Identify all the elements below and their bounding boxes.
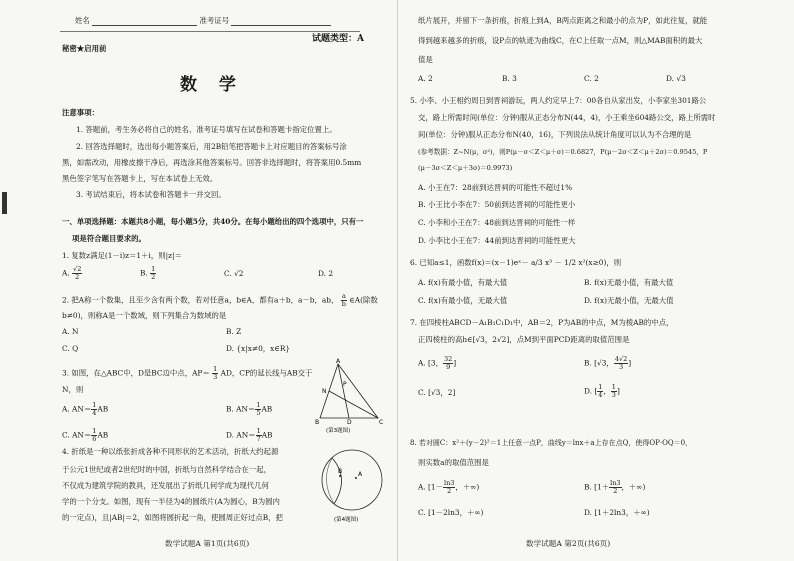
label-p: P — [343, 381, 347, 388]
question-4-stem: 学的一个分支。如图，现有一半径为4的圆纸片(A为圆心，B为圆内 — [62, 497, 280, 506]
q1-option-c: C. √2 — [224, 269, 244, 278]
question-1-stem: 1. 复数z满足(1－i)z＝1＋i，则|z|＝ — [62, 251, 182, 260]
figure-caption: (第3题图) — [326, 428, 351, 434]
q7-option-d: D. [ $\frac{1}{4}$ ， $\frac{1}{3}$ ] — [584, 383, 620, 399]
question-4-stem: 不仅成为建筑学院的教具，还发展出了折纸几何学成为现代几何 — [62, 481, 269, 490]
exam-id-blank — [231, 16, 331, 26]
q5-option-b: B. 小王比小李在7：50前到达晋祠的可能性更小 — [418, 200, 576, 209]
q8-option-a — [418, 480, 479, 495]
fraction — [150, 266, 156, 281]
stem-text: 2. 把A称一个数集，且至少含有两个数，若对任意a，b∈A，都有a＋b，a－b，ab， — [62, 295, 339, 305]
question-7-stem: 正四棱柱的高h∈[√3，2√2]，点M到平面PCD距离的取值范围是 — [418, 335, 630, 344]
q6-option-b: B. f(x)无最小值，有最大值 — [584, 278, 674, 287]
numerator: 1 — [92, 427, 97, 435]
q6-option-c: C. f(x)有最小值，无最大值 — [418, 296, 508, 305]
q7-option-c: C. [√3，2] — [418, 388, 456, 397]
option-letter: A. — [62, 268, 70, 278]
q4-option-c: C. 2 — [584, 74, 599, 83]
fraction — [443, 480, 455, 495]
vector-text: AB — [97, 430, 109, 440]
section-heading: 项是符合题目要求的。 — [72, 234, 146, 243]
q7-option-a — [418, 356, 456, 371]
question-4-continued: 纸片展开，并留下一条折痕，折痕上到A，B两点距离之和最小的点为P，如此往复，就能 — [418, 16, 708, 25]
q1-option-a — [62, 266, 82, 281]
denominator: 2 — [75, 273, 80, 281]
question-7-stem: 7. 在四棱柱ABCD－A₁B₁C₁D₁中，AB＝2，P为AB的中点，M为棱AB的中点， — [410, 318, 674, 327]
note-line: 1. 答题前，考生务必将自己的姓名、准考证号填写在试卷和答题卡指定位置上。 — [76, 125, 337, 134]
question-2-stem — [62, 293, 378, 308]
label-n: N — [322, 388, 327, 395]
option-text: ] — [628, 358, 632, 368]
option-text: A. [1－ — [418, 482, 444, 492]
numerator: 1 — [92, 401, 97, 409]
option-text: B. [1＋ — [584, 482, 610, 492]
question-4-stem: 的一定点)，且|AB|＝2，如图将圆折起一角，使圆周正好过点B，把 — [62, 513, 283, 522]
question-3-stem: N，则 — [62, 385, 84, 394]
section-heading: 一、单项选择题：本题共8小题，每小题5分，共40分。在每小题给出的四个选项中，只有一 — [62, 217, 364, 226]
notes-title: 注意事项： — [62, 108, 99, 117]
numerator: 4√2 — [614, 355, 628, 363]
option-text: ] — [616, 386, 620, 396]
numerator: √2 — [73, 265, 82, 273]
option-letter: B. AN＝ — [226, 404, 256, 414]
option-text: D. [ — [584, 386, 598, 396]
question-4-stem: 4. 折纸是一种以纸张折成各种不同形状的艺术活动，折纸大约起源 — [62, 447, 279, 456]
option-text: ，＋∞) — [455, 482, 480, 492]
label-a: A — [336, 358, 341, 365]
numerator: 1 — [598, 383, 603, 391]
q4-option-d: D. √3 — [666, 74, 686, 83]
name-label: 姓名 — [75, 16, 90, 25]
option-text: ] — [453, 358, 457, 368]
q4-option-a: A. 2 — [418, 74, 433, 83]
numerator: 32 — [444, 355, 453, 363]
q1-option-d: D. 2 — [318, 269, 334, 278]
numerator: ln3 — [444, 479, 455, 487]
name-blank — [92, 16, 197, 26]
page-title: 数 学 — [180, 75, 244, 95]
option-letter: D. AN＝ — [226, 430, 256, 440]
option-letter: A. AN＝ — [62, 404, 92, 414]
denominator: 2 — [613, 487, 618, 495]
question-5-stem: (μ－3σ＜Z＜μ＋3σ)＝0.9973) — [418, 164, 513, 172]
page-footer: 数学试题A 第1页(共6页) — [165, 539, 250, 548]
numerator: a — [341, 292, 346, 300]
note-line: 黑，如需改动，用橡皮擦干净后，再选涂其他答案标号。回答非选择题时，将答案用0.5mm — [62, 158, 362, 167]
q8-option-b — [584, 480, 645, 495]
q8-option-c: C. [1－2ln3，＋∞) — [418, 508, 484, 517]
q3-option-c — [62, 428, 108, 443]
numerator: ln3 — [610, 479, 621, 487]
denominator: 4 — [598, 391, 603, 399]
label-a: A — [358, 471, 363, 478]
question-8-stem: 则实数a的取值范围是 — [418, 458, 489, 467]
denominator: 2 — [447, 487, 452, 495]
label-b: B — [338, 468, 343, 475]
question-3-stem — [62, 366, 312, 381]
q2-option-d: D. {x|x≠0，x∈R} — [226, 344, 291, 353]
q3-option-b — [226, 402, 272, 417]
numerator: 1 — [611, 383, 616, 391]
numerator: 1 — [213, 365, 218, 373]
question-5-stem: 交，路上所需时间(单位：分钟)服从正态分布N(44，4)，小王乘坐604路公交，路上所需时 — [418, 113, 716, 122]
option-letter: C. AN＝ — [62, 430, 92, 440]
figure-caption: (第4题图) — [334, 517, 359, 523]
note-line: 黑色签字笔写在答题卡上，写在本试卷上无效。 — [62, 174, 218, 183]
option-letter: B. — [140, 268, 148, 278]
stem-text: 3. 如图，在△ABC中，D是BC边中点，AP＝ — [62, 368, 210, 378]
label-b: B — [315, 419, 320, 426]
q6-option-d: D. f(x)无最小值，无最大值 — [584, 296, 674, 305]
q5-option-d: D. 小李比小王在7：44前到达晋祠的可能性更大 — [418, 236, 576, 245]
vector-text: AB — [261, 430, 273, 440]
denominator: 3 — [618, 363, 624, 371]
question-8-stem: 8. 若对圆C：x²＋(y－2)²＝1上任意一点P，曲线y＝lnx＋a上存在点Q，使得OP·OQ＝0， — [410, 439, 693, 447]
q4-option-b: B. 3 — [502, 74, 517, 83]
q8-option-d: D. [1＋2ln3，＋∞) — [584, 508, 650, 517]
q5-option-a: A. 小王在7：28前到达晋祠的可能性不超过1% — [418, 183, 573, 192]
question-4-continued: 值是 — [418, 55, 433, 64]
q7-option-b — [584, 356, 631, 371]
q3-option-a — [62, 402, 108, 417]
denominator: 9 — [446, 363, 451, 371]
label-c: C — [379, 419, 384, 426]
exam-page-2 — [397, 0, 794, 561]
denominator: b — [341, 300, 346, 308]
option-text: ，＋∞) — [621, 482, 646, 492]
vector-text: AB — [261, 404, 273, 414]
numerator: 1 — [151, 265, 156, 273]
fraction — [609, 480, 621, 495]
q3-option-d — [226, 428, 272, 443]
fraction — [443, 356, 453, 371]
q2-option-a: A. N — [62, 327, 79, 336]
denominator: 6 — [92, 435, 97, 443]
note-line: 2. 回答选择题时，选出每小题答案后，用2B铅笔把答题卡上对应题目的答案标号涂 — [76, 142, 347, 151]
option-text: A. [3， — [418, 358, 444, 368]
question-5-stem: (参考数据：Z~N(μ，σ²)，则P(μ－σ＜Z＜μ＋σ)＝0.6827，P(μ－2σ＜Z＜μ＋2σ)＝0.9545，P — [418, 148, 708, 156]
fraction — [72, 266, 82, 281]
stem-text: AD，CP的延长线与AB交于 — [220, 368, 313, 378]
fraction — [597, 384, 603, 399]
binding-mark — [2, 192, 7, 214]
denominator: 7 — [256, 435, 261, 443]
exam-type: 试题类型：A — [312, 34, 364, 44]
question-4-continued: 得到越来越多的折痕，设P点的轨迹为曲线C，在C上任取一点M，则△MAB面积的最大 — [418, 36, 703, 45]
denominator: 4 — [92, 409, 97, 417]
q2-option-b: B. Z — [226, 327, 242, 336]
stem-text: ∈A(除数 — [349, 295, 378, 305]
denominator: 2 — [151, 273, 156, 281]
fraction — [341, 293, 347, 308]
denominator: 5 — [256, 409, 261, 417]
question-2-stem: b≠0)，则称A是一个数域，则下列集合为数域的是 — [62, 311, 227, 320]
denominator: 3 — [213, 373, 218, 381]
fraction — [212, 366, 218, 381]
secret-label: 秘密★启用前 — [62, 44, 107, 53]
q1-option-b — [140, 266, 156, 281]
label-d: D — [347, 419, 352, 426]
question-5-stem: 间(单位：分钟)服从正态分布N(40，16)，下列说法从统计角度可以认为不合理的是 — [418, 130, 692, 139]
vector-text: AB — [97, 404, 109, 414]
circle-figure — [316, 444, 392, 524]
name-field — [75, 16, 331, 26]
numerator: 1 — [256, 427, 261, 435]
option-text: B. [√3， — [584, 358, 614, 368]
denominator: 3 — [611, 391, 616, 399]
page-footer: 数学试题A 第2页(共6页) — [526, 539, 611, 548]
header-rule — [60, 31, 360, 32]
question-4-stem: 于公元1世纪或者2世纪时的中国，折纸与自然科学结合在一起， — [62, 465, 271, 474]
fraction — [614, 356, 628, 371]
note-line: 3. 考试结束后，将本试卷和答题卡一并交回。 — [76, 190, 226, 199]
numerator: 1 — [256, 401, 261, 409]
triangle-figure — [310, 356, 390, 434]
exam-id-label: 准考证号 — [199, 16, 230, 25]
q5-option-c: C. 小李和小王在7：48前到达晋祠的可能性一样 — [418, 218, 576, 227]
question-5-stem: 5. 小李、小王相约周日到晋祠游玩，两人约定早上7：00各自从家出发，小李家坐301路公 — [410, 96, 707, 105]
question-6-stem: 6. 已知a≤1，函数f(x)＝(x－1)eˣ－ a/3 x³ － 1/2 x²(x≥0)，则 — [410, 258, 622, 267]
q6-option-a: A. f(x)有最小值，有最大值 — [418, 278, 508, 287]
q2-option-c: C. Q — [62, 344, 79, 353]
